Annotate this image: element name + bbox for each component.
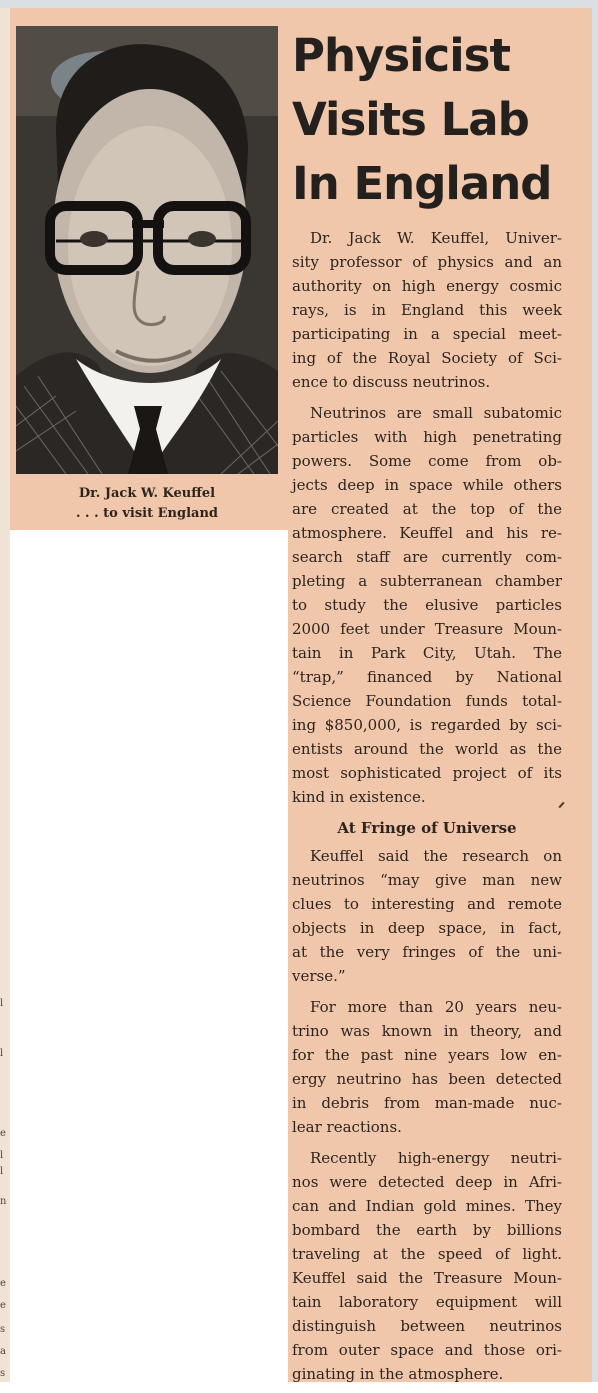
article-line: at the very fringes of the uni- xyxy=(292,943,562,961)
article-line: tain laboratory equipment will xyxy=(292,1293,562,1311)
portrait-illustration xyxy=(16,26,278,474)
article-paragraph-3 xyxy=(292,844,562,988)
headline-line: Visits Lab xyxy=(292,93,529,146)
article-line: 2000 feet under Treasure Moun- xyxy=(292,620,562,638)
caption-subline: . . . to visit England xyxy=(76,506,218,521)
article-line: trino was known in theory, and xyxy=(292,1022,562,1040)
article-line: nos were detected deep in Afri- xyxy=(292,1173,562,1191)
article-paragraph-5 xyxy=(292,1146,562,1386)
article-line: ing $850,000, is regarded by sci- xyxy=(292,716,562,734)
article-line: rays, is in England this week xyxy=(292,301,562,319)
article-line: in debris from man-made nuc- xyxy=(292,1094,562,1112)
blank-area xyxy=(10,530,288,1382)
article-line: ginating in the atmosphere. xyxy=(292,1365,504,1383)
article-line: most sophisticated project of its xyxy=(292,764,562,782)
article-line: powers. Some come from ob- xyxy=(292,452,562,470)
margin-fragment: n xyxy=(0,1196,7,1207)
article-line: can and Indian gold mines. They xyxy=(292,1197,562,1215)
article-line: objects in deep space, in fact, xyxy=(292,919,562,937)
article-line: verse.” xyxy=(292,967,346,985)
article-line: lear reactions. xyxy=(292,1118,402,1136)
margin-fragment: e xyxy=(0,1278,6,1289)
margin-fragment: s xyxy=(0,1368,6,1379)
article-line: For more than 20 years neu- xyxy=(310,998,562,1016)
article-line: Neutrinos are small subatomic xyxy=(310,404,562,422)
article-line: atmosphere. Keuffel and his re- xyxy=(292,524,562,542)
margin-fragment: l xyxy=(0,1048,4,1059)
article-line: neutrinos “may give man new xyxy=(292,871,562,889)
margin-fragment: l xyxy=(0,998,4,1009)
article-line: Science Foundation funds total- xyxy=(292,692,562,710)
article-line: search staff are currently com- xyxy=(292,548,562,566)
article-line: Keuffel said the research on xyxy=(310,847,562,865)
article-line: ence to discuss neutrinos. xyxy=(292,373,491,391)
article-paragraph-4 xyxy=(292,995,562,1139)
article-line: tain in Park City, Utah. The xyxy=(292,644,562,662)
article-line: distinguish between neutrinos xyxy=(292,1317,562,1335)
headline xyxy=(292,24,582,216)
article-line: from outer space and those ori- xyxy=(292,1341,562,1359)
article-line: Recently high-energy neutri- xyxy=(310,1149,562,1167)
headline-line: Physicist xyxy=(292,29,510,82)
photo-caption xyxy=(20,484,274,524)
article-line: are created at the top of the xyxy=(292,500,562,518)
article-line: bombard the earth by billions xyxy=(292,1221,562,1239)
margin-fragment: l xyxy=(0,1166,4,1177)
article-subhead: At Fringe of Universe xyxy=(337,819,517,837)
article-line: to study the elusive particles xyxy=(292,596,562,614)
article-paragraph-2 xyxy=(292,401,562,809)
margin-fragment: s xyxy=(0,1324,6,1335)
article-line: “trap,” financed by National xyxy=(292,668,562,686)
portrait-photo xyxy=(16,26,278,474)
article-line: Keuffel said the Treasure Moun- xyxy=(292,1269,562,1287)
headline-line: In England xyxy=(292,157,552,210)
article-line: pleting a subterranean chamber xyxy=(292,572,562,590)
article-line: Dr. Jack W. Keuffel, Univer- xyxy=(310,229,562,247)
margin-fragment: e xyxy=(0,1300,6,1311)
article-line: clues to interesting and remote xyxy=(292,895,562,913)
article-line: jects deep in space while others xyxy=(292,476,562,494)
article-line: for the past nine years low en- xyxy=(292,1046,562,1064)
margin-fragment: l xyxy=(0,1150,4,1161)
neighbor-clipping-edge xyxy=(0,8,10,1382)
article-line: particles with high penetrating xyxy=(292,428,562,446)
caption-name: Dr. Jack W. Keuffel xyxy=(78,486,216,501)
article-line: ergy neutrino has been detected xyxy=(292,1070,562,1088)
margin-fragment: e xyxy=(0,1128,6,1139)
article-line: traveling at the speed of light. xyxy=(292,1245,562,1263)
article-line: kind in existence. xyxy=(292,788,426,806)
article-line: sity professor of physics and an xyxy=(292,253,562,271)
article-line: ing of the Royal Society of Sci- xyxy=(292,349,562,367)
article-body xyxy=(292,226,562,1393)
article-line: participating in a special meet- xyxy=(292,325,562,343)
article-line: entists around the world as the xyxy=(292,740,562,758)
article-line: authority on high energy cosmic xyxy=(292,277,562,295)
article-paragraph-1 xyxy=(292,226,562,394)
margin-fragment: a xyxy=(0,1346,6,1357)
